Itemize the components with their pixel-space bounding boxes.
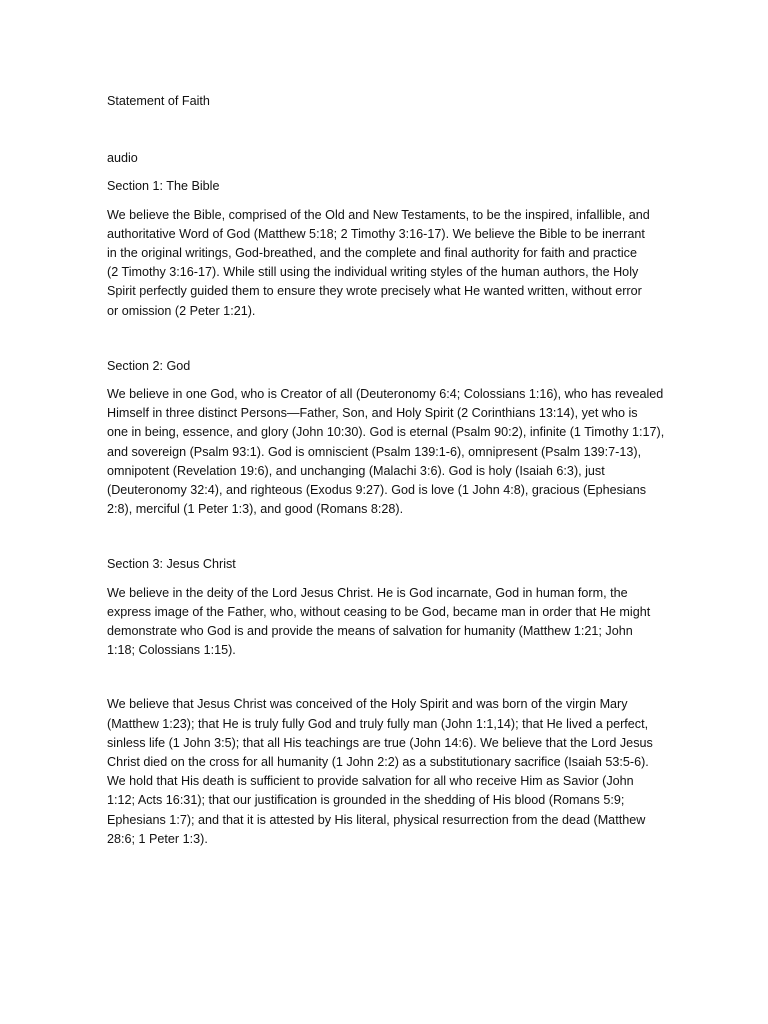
paragraph-line: 1:18; Colossians 1:15). [107,643,236,658]
paragraph-god [107,385,667,519]
paragraph-line: Himself in three distinct Persons—Father, Son, and Holy Spirit (2 Corinthians 13:14), yet who is [107,406,638,421]
section-spacer [107,321,667,357]
paragraph-line: Spirit perfectly guided them to ensure they wrote precisely what He wanted written, without error [107,284,642,299]
paragraph-line: We believe the Bible, comprised of the Old and New Testaments, to be the inspired, infallible, and [107,207,650,222]
paragraph-line: We hold that His death is sufficient to provide salvation for all who receive Him as Savior (John [107,774,634,789]
paragraph-line: in the original writings, God-breathed, and the complete and final authority for faith and practice [107,246,637,261]
section-spacer [107,519,667,555]
audio-label: audio [107,151,138,166]
paragraph-bible [107,206,667,321]
paragraph-line: or omission (2 Peter 1:21). [107,303,256,318]
paragraph-line: sinless life (1 John 3:5); that all His teachings are true (John 14:6). We believe that the Lord Jesus [107,735,653,750]
paragraph-line: (Matthew 1:23); that He is truly fully God and truly fully man (John 1:1,14); that He lived a perfect, [107,716,649,731]
document-body [107,92,667,849]
paragraph-line: We believe in the deity of the Lord Jesus Christ. He is God incarnate, God in human form, the [107,585,628,600]
paragraph-line: (Deuteronomy 32:4), and righteous (Exodus 9:27). God is love (1 John 4:8), gracious (Ephesians [107,483,647,498]
paragraph-line: authoritative Word of God (Matthew 5:18; 2 Timothy 3:16-17). We believe the Bible to be inerrant [107,226,645,241]
paragraph-line: We believe that Jesus Christ was conceived of the Holy Spirit and was born of the virgin Mary [107,697,628,712]
paragraph-line: demonstrate who God is and provide the means of salvation for humanity (Matthew 1:21; John [107,624,633,639]
paragraph-line: and sovereign (Psalm 93:1). God is omniscient (Psalm 139:1-6), omnipresent (Psalm 139:7-13), [107,444,642,459]
section-heading-god: Section 2: God [107,358,191,373]
paragraph-line: (2 Timothy 3:16-17). While still using the individual writing styles of the human authors, the Holy [107,265,639,280]
document-title: Statement of Faith [107,94,210,108]
paragraph-line: 1:12; Acts 16:31); that our justification is grounded in the shedding of His blood (Romans 5:9; [107,793,625,808]
paragraph-line: one in being, essence, and glory (John 10:30). God is eternal (Psalm 90:2), infinite (1 Timothy 1:17), [107,425,665,440]
paragraph-spacer [107,660,667,695]
paragraph-line: Ephesians 1:7); and that it is attested by His literal, physical resurrection from the dead (Matthew [107,812,646,827]
paragraph-line: We believe in one God, who is Creator of all (Deuteronomy 6:4; Colossians 1:16), who has revealed [107,387,664,402]
paragraph-line: 2:8), merciful (1 Peter 1:3), and good (Romans 8:28). [107,502,404,517]
section-heading-jesus-christ: Section 3: Jesus Christ [107,557,236,572]
paragraph-line: omnipotent (Revelation 19:6), and unchanging (Malachi 3:6). God is holy (Isaiah 6:3), just [107,463,605,478]
paragraph-line: Christ died on the cross for all humanity (1 John 2:2) as a substitutionary sacrifice (Isaiah 53:5-6). [107,755,649,770]
paragraph-jesus-deity [107,584,667,661]
section-heading-bible: Section 1: The Bible [107,179,220,194]
paragraph-line: 28:6; 1 Peter 1:3). [107,831,208,846]
paragraph-line: express image of the Father, who, without ceasing to be God, became man in order that He might [107,604,651,619]
paragraph-jesus-work [107,695,667,849]
